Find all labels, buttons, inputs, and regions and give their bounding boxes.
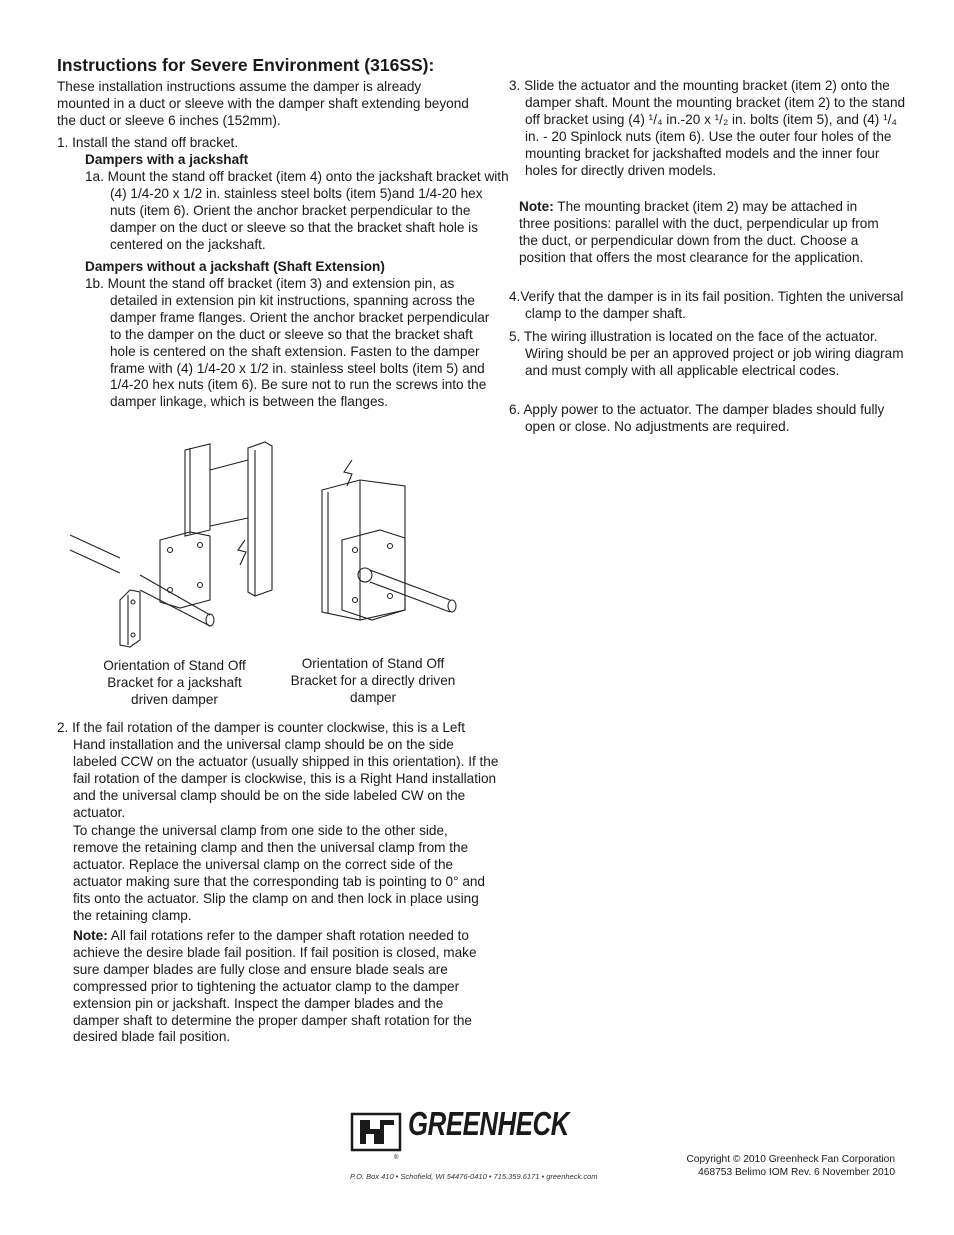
step-1b: 1b. Mount the stand off bracket (item 3) and extension pin, as detailed in extension pin kit instructions, spanning across the damper frame flanges. Orient the anchor bracket perpendicular to the damper on the duct or sleeve so that the bracket shaft hole is centered on the shaft extension. Fasten to the damper frame with (4) 1/4-20 x 1/2 in. stainless steel bolts (item 5) and 1/4-20 hex nuts (item 6). Be sure not to run the screws into the damper linkage, which is between the flanges.: [85, 276, 490, 410]
step-2-note: [73, 928, 485, 1046]
figure-caption-jackshaft: Orientation of Stand Off Bracket for a jackshaft driven damper: [103, 658, 246, 707]
company-address: P.O. Box 410 • Schofield, WI 54476-0410 • 715.359.6171 • greenheck.com: [350, 1172, 598, 1181]
step-5: 5. The wiring illustration is located on the face of the actuator. Wiring should be per an approved project or job wiring diagram and must comply with all applicable electrical codes.: [509, 329, 904, 378]
step-2: 2. If the fail rotation of the damper is counter clockwise, this is a Left Hand installation and the universal clamp should be on the side labeled CCW on the actuator (usually shipped in this orientation). If the fail rotation of the damper is clockwise, this is a Right Hand installation and the universal clamp should be on the side labeled CW on the actuator.: [57, 720, 499, 820]
step-3-note: [519, 199, 891, 267]
registered-mark: ®: [394, 1155, 399, 1161]
step-3-note-text: The mounting bracket (item 2) may be attached in three positions: parallel with the duct, perpendicular up from the duct, or perpendicular down from the duct. Choose a position that offers the most clearance for the application.: [519, 199, 879, 265]
note-label: Note:: [519, 199, 554, 214]
intro-paragraph: These installation instructions assume the damper is already mounted in a duct or sleeve with the damper shaft extending beyond the duct or sleeve 6 inches (152mm).: [57, 79, 469, 128]
figure-caption-direct-drive: Orientation of Stand Off Bracket for a directly driven damper: [290, 656, 456, 705]
step-2-note-text: All fail rotations refer to the damper shaft rotation needed to achieve the desire blade fail position. If fail position is closed, make sure damper blades are fully close and ensure blade seals are compressed prior to tightening the actuator clamp to the damper extension pin or jackshaft. Inspect the damper blades and the damper shaft to determine the proper damper shaft rotation for the desired blade fail position.: [73, 928, 477, 1045]
document-revision: 468753 Belimo IOM Rev. 6 November 2010: [698, 1167, 895, 1178]
step-3: 3. Slide the actuator and the mounting bracket (item 2) onto the damper shaft. Mount the mounting bracket (item 2) to the stand off bracket using (4) ¹/₄ in.-20 x ¹/₂ in. bolts (item 5), and (4) ¹/₄ in. - 20 Spinlock nuts (item 6). Use the outer four holes of the mounting bracket for jackshafted models and the inner four holes for directly driven models.: [509, 78, 906, 178]
subheading-jackshaft: Dampers with a jackshaft: [85, 152, 249, 167]
subheading-no-jackshaft: Dampers without a jackshaft (Shaft Extension): [85, 259, 385, 274]
greenheck-logo: [350, 1105, 602, 1161]
step-1: 1. Install the stand off bracket.: [57, 135, 239, 150]
step-1a: 1a. Mount the stand off bracket (item 4) onto the jackshaft bracket with (4) 1/4-20 x 1/2 in. stainless steel bolts (item 5)and 1/4-20 hex nuts (item 6). Orient the anchor bracket perpendicular to the damper on the duct or sleeve so that the bracket shaft hole is centered on the jackshaft.: [85, 169, 509, 252]
step-6: 6. Apply power to the actuator. The damper blades should fully open or close. No adjustments are required.: [509, 402, 885, 434]
stand-off-bracket-illustration: [60, 440, 480, 655]
note-label: Note:: [73, 928, 108, 943]
logo-wordmark: GREENHECK: [408, 1105, 569, 1142]
greenheck-logo-icon: [350, 1112, 402, 1152]
step-2-clamp-change: To change the universal clamp from one side to the other side, remove the retaining clamp and then the universal clamp from the actuator. Replace the universal clamp on the correct side of the actuator making sure that the corresponding tab is pointing to 0° and fits onto the actuator. Slip the clamp on and then lock in place using the retaining clamp.: [73, 823, 485, 923]
step-4: 4.Verify that the damper is in its fail position. Tighten the universal clamp to the damper shaft.: [509, 289, 904, 321]
copyright-block: [640, 1153, 895, 1179]
page-title: Instructions for Severe Environment (316SS):: [57, 55, 435, 75]
copyright-text: Copyright © 2010 Greenheck Fan Corporation: [686, 1154, 895, 1165]
